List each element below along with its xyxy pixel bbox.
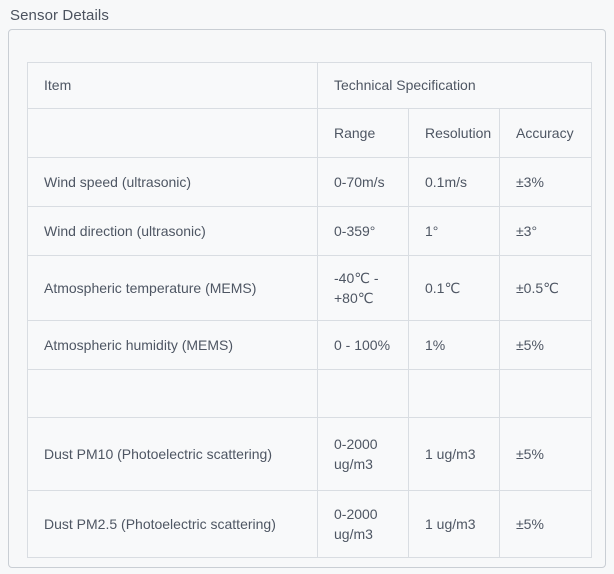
cell-accuracy: ±5% [500,418,592,491]
cell-item: Atmospheric temperature (MEMS) [28,256,318,321]
table-row-dust-pm10 [28,418,592,491]
cell-range: 0-2000 ug/m3 [318,418,409,491]
cell-item: Dust PM10 (Photoelectric scattering) [28,418,318,491]
cell-item [28,370,318,418]
sensor-details-panel [8,29,606,568]
cell-item: Wind speed (ultrasonic) [28,158,318,207]
cell-range: 0-2000 ug/m3 [318,491,409,558]
table-row-wind-speed [28,158,592,207]
cell-accuracy: ±3° [500,207,592,256]
header-cell-accuracy: Accuracy [500,109,592,158]
table-row-empty [28,370,592,418]
page-title: Sensor Details [10,7,109,24]
cell-range [318,370,409,418]
cell-range: 0-70m/s [318,158,409,207]
cell-resolution: 1° [409,207,500,256]
header-cell-resolution: Resolution [409,109,500,158]
cell-item: Dust PM2.5 (Photoelectric scattering) [28,491,318,558]
cell-accuracy: ±0.5℃ [500,256,592,321]
cell-range: 0 - 100% [318,321,409,370]
table-row-dust-pm2-5 [28,491,592,558]
table-header-row-2 [28,109,592,158]
cell-resolution: 1 ug/m3 [409,491,500,558]
header-cell-blank [28,109,318,158]
cell-resolution: 0.1m/s [409,158,500,207]
table-row-wind-direction [28,207,592,256]
table-row-atmospheric-temperature [28,256,592,321]
cell-resolution: 1 ug/m3 [409,418,500,491]
cell-accuracy [500,370,592,418]
cell-item: Wind direction (ultrasonic) [28,207,318,256]
cell-accuracy: ±3% [500,158,592,207]
header-cell-technical-specification: Technical Specification [318,63,592,109]
cell-resolution: 0.1℃ [409,256,500,321]
sensor-spec-table [27,62,592,558]
cell-range: 0-359° [318,207,409,256]
cell-accuracy: ±5% [500,491,592,558]
cell-range: -40℃ - +80℃ [318,256,409,321]
cell-item: Atmospheric humidity (MEMS) [28,321,318,370]
table-header-row-1 [28,63,592,109]
cell-accuracy: ±5% [500,321,592,370]
cell-resolution [409,370,500,418]
cell-resolution: 1% [409,321,500,370]
header-cell-item: Item [28,63,318,109]
header-cell-range: Range [318,109,409,158]
table-row-atmospheric-humidity [28,321,592,370]
